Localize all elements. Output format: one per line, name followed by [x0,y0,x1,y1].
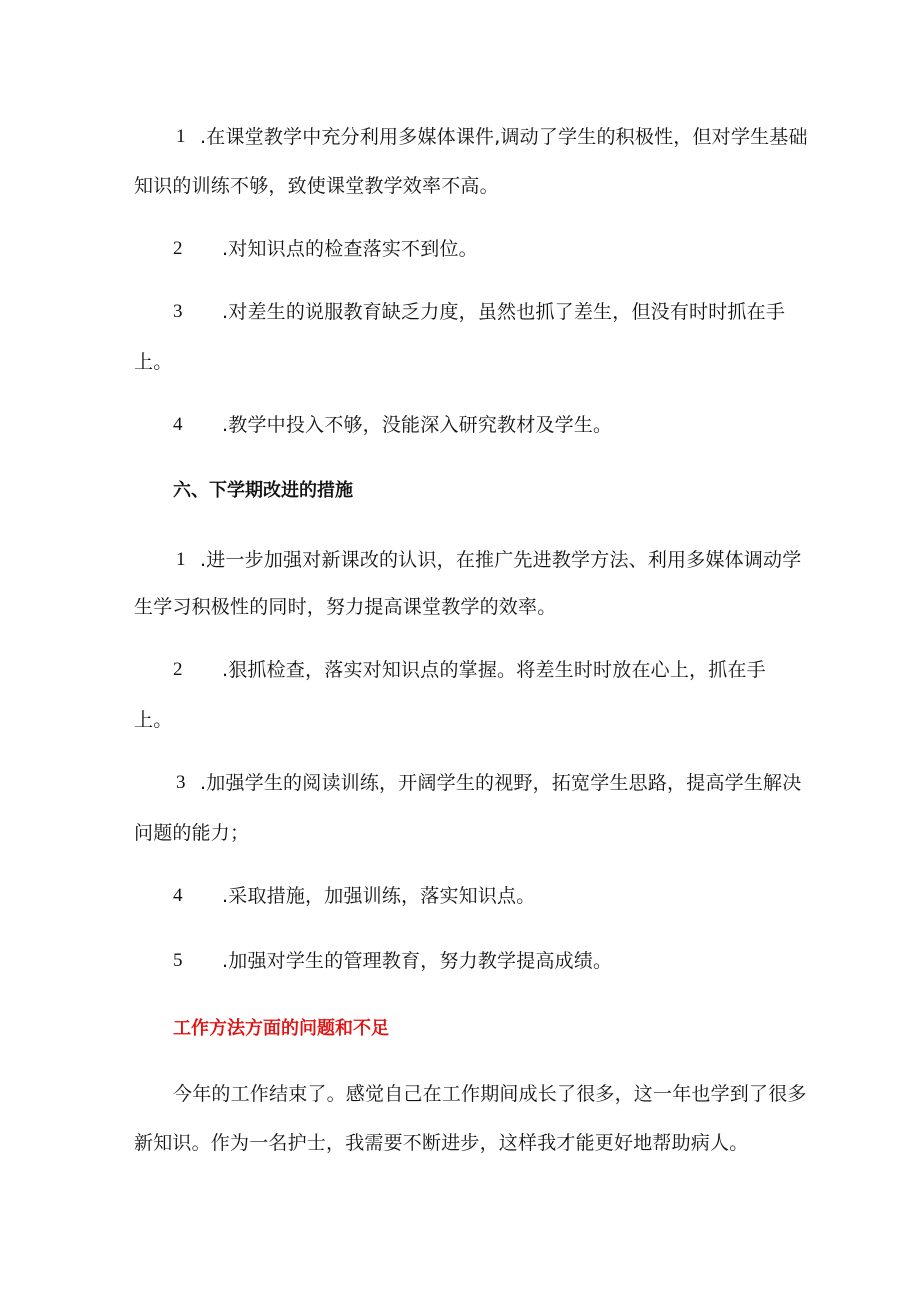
paragraph-line: 新知识。作为一名护士，我需要不断进步，这样我才能更好地帮助病人。 [134,1132,749,1154]
list-item-number: 3 [176,772,186,793]
list-item-text: .对知识点的检查落实不到位。 [222,238,478,260]
list-item-text-continued: 上。 [134,351,173,373]
list-item-number: 1 [176,549,186,570]
list-item-number: 4 [173,414,183,435]
list-item-number: 2 [173,659,183,680]
list-item-text-continued: 问题的能力； [134,822,250,844]
list-item-text: .在课堂教学中充分利用多媒体课件,调动了学生的积极性，但对学生基础 [200,126,808,148]
list-item-number: 5 [173,950,183,971]
list-item-text: .加强对学生的管理教育，努力教学提高成绩。 [222,950,613,972]
list-item-number: 4 [173,885,183,906]
list-item-text: .加强学生的阅读训练，开阔学生的视野，拓宽学生思路，提高学生解决 [200,772,802,794]
list-item-text: .进一步加强对新课改的认识，在推广先进教学方法、利用多媒体调动学 [200,549,802,571]
list-item-text: .教学中投入不够，没能深入研究教材及学生。 [222,414,613,436]
section-heading: 六、下学期改进的措施 [173,480,353,501]
list-item-text-continued: 知识的训练不够，致使课堂教学效率不高。 [134,175,499,197]
paragraph-line: 今年的工作结束了。感觉自己在工作期间成长了很多，这一年也学到了很多 [173,1083,807,1105]
list-item-number: 1 [176,126,186,147]
list-item-text: .采取措施，加强训练，落实知识点。 [222,885,536,907]
list-item-text-continued: 上。 [134,709,173,731]
list-item-number: 3 [173,301,183,322]
list-item-text: .狠抓检查，落实对知识点的掌握。将差生时时放在心上，抓在手 [222,659,766,681]
red-section-heading: 工作方法方面的问题和不足 [173,1018,389,1039]
list-item-number: 2 [173,238,183,259]
list-item-text: .对差生的说服教育缺乏力度，虽然也抓了差生，但没有时时抓在手 [222,301,786,323]
list-item-text-continued: 生学习积极性的同时，努力提高课堂教学的效率。 [134,596,557,618]
